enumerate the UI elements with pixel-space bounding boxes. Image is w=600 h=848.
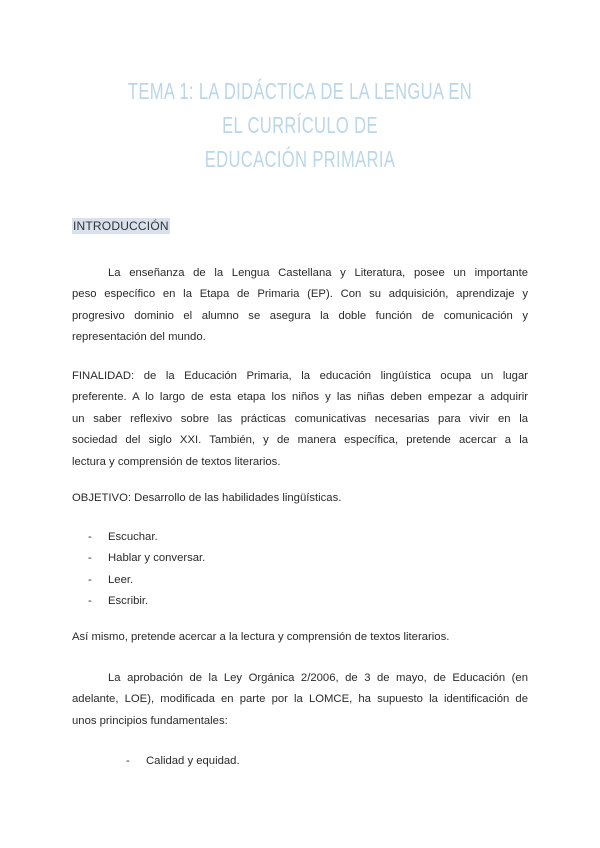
list-item	[126, 751, 240, 772]
text-line: progresivo dominio el alumno se asegura la doble función de comunicación y	[72, 309, 528, 322]
text-line: representación del mundo.	[72, 331, 206, 344]
text-line: adelante, LOE), modificada en parte por la LOMCE, ha supuesto la identificación de	[72, 693, 528, 706]
document-title	[127, 74, 473, 176]
section-heading: INTRODUCCIÓN	[73, 219, 169, 233]
paragraph-objetivo	[72, 488, 528, 509]
objetivo-label: OBJETIVO:	[72, 492, 132, 504]
title-line-2: EDUCACIÓN PRIMARIA	[204, 146, 396, 172]
skills-list	[88, 527, 205, 613]
text-line: La enseñanza de la Lengua Castellana y Literatura, posee un importante	[108, 267, 528, 279]
list-item	[88, 570, 205, 591]
list-item-text: Hablar y conversar.	[108, 552, 206, 565]
text-line: lectura y comprensión de textos literarios.	[72, 455, 281, 468]
dash-marker: -	[88, 552, 92, 565]
dash-marker: -	[88, 595, 92, 608]
text-line: sociedad del siglo XXI. También, y de manera específica, pretende acercar a la	[72, 434, 528, 447]
list-item	[88, 527, 205, 548]
dash-marker: -	[88, 573, 92, 586]
list-item-text: Leer.	[108, 573, 134, 586]
title-line-1: TEMA 1: LA DIDÁCTICA DE LA LENGUA EN EL CURRÍCULO DE	[127, 78, 473, 138]
list-item-text: Escuchar.	[108, 531, 158, 543]
text-line: peso específico en la Etapa de Primaria (EP). Con su adquisición, aprendizaje y	[72, 288, 528, 301]
paragraph-intro	[72, 263, 528, 349]
list-item-text: Escribir.	[108, 595, 149, 608]
text-line: preferente. A lo largo de esta etapa los niños y las niñas deben empezar a adquirir	[72, 391, 528, 404]
list-item	[88, 591, 205, 612]
dash-marker: -	[126, 755, 130, 767]
text-line: FINALIDAD: de la Educación Primaria, la educación lingüística ocupa un lugar	[72, 370, 528, 382]
paragraph-asimismo: Así mismo, pretende acercar a la lectura y comprensión de textos literarios.	[72, 631, 450, 643]
list-item-text: Calidad y equidad.	[146, 755, 240, 767]
text-line: La aprobación de la Ley Orgánica 2/2006, de 3 de mayo, de Educación (en	[108, 672, 528, 684]
text-line: un saber reflexivo sobre las prácticas comunicativas necesarias para vivir en la	[72, 412, 528, 425]
text-line: unos principios fundamentales:	[72, 714, 228, 727]
objetivo-text: Desarrollo de las habilidades lingüísticas.	[131, 492, 342, 504]
list-item	[88, 548, 205, 569]
paragraph-ley	[72, 668, 528, 732]
paragraph-finalidad	[72, 366, 528, 473]
dash-marker: -	[88, 531, 92, 543]
principles-list	[126, 751, 240, 772]
